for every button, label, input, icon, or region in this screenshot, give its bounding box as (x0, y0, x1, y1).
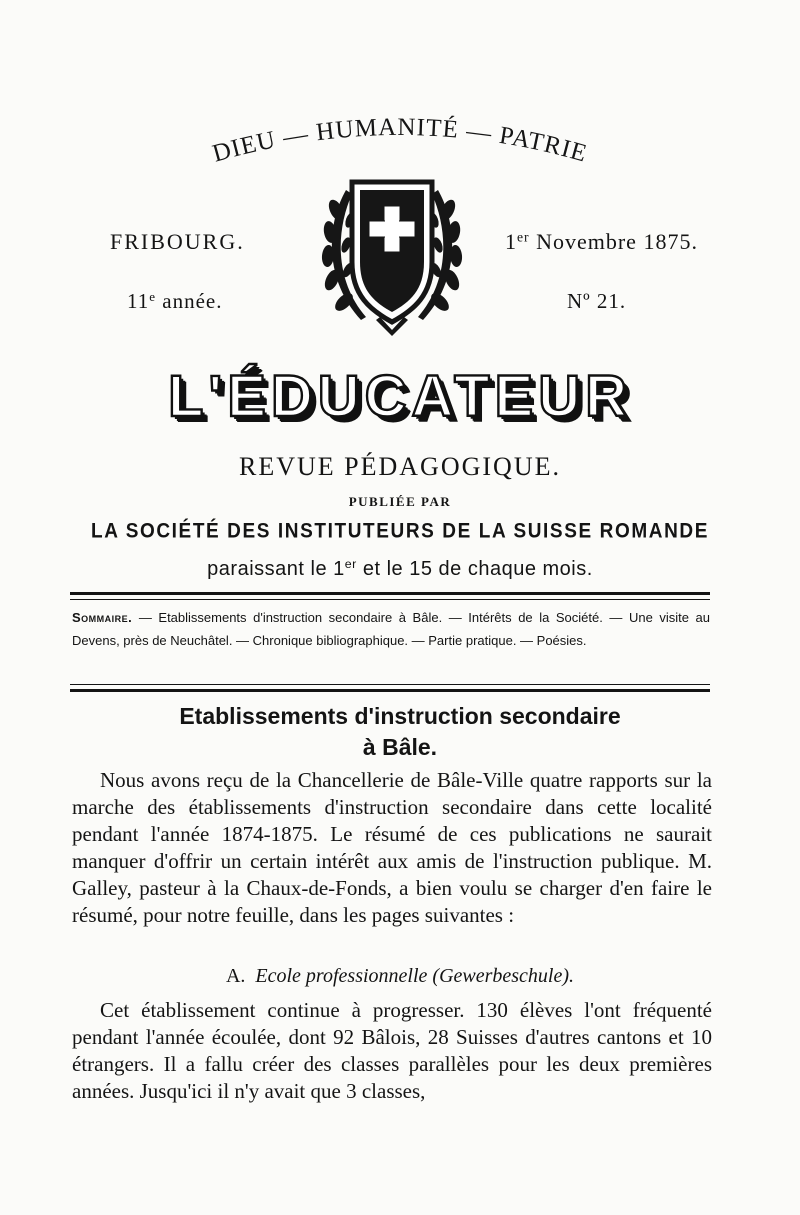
issue-number: Nº 21. (567, 289, 627, 313)
article-paragraph: Nous avons reçu de la Chancellerie de Bâle-Ville quatre rapports sur la marche des établissements d'instruction secondaire dans cette localité pendant l'année 1874-1875. Le résumé de ces publications ne saurait manquer d'offrir un certain intérêt aux amis de l'instruction publique. M. Galley, pasteur à la Chaux-de-Fonds, a bien voulu se charger d'en faire le résumé, pour notre feuille, dans les pages suivantes : (72, 768, 712, 927)
issue-date: 1er Novembre 1875. (505, 229, 698, 254)
divider (70, 599, 710, 600)
motto-word-2: HUMANITÉ (314, 113, 460, 147)
masthead-subtitle: REVUE PÉDAGOGIQUE. (239, 452, 561, 481)
motto-text: DIEU — HUMANITÉ — PATRIE (209, 113, 591, 168)
masthead-title: L'ÉDUCATEUR (167, 364, 633, 429)
summary-text: — Etablissements d'instruction secondaire à Bâle. — Intérêts de la Société. — Une visite au Devens, près de Neuchâtel. — Chronique bibliographique. — Partie pratique. — Poésies. (72, 610, 710, 648)
publication-frequency: paraissant le 1er et le 15 de chaque mois. (207, 557, 593, 580)
section-heading: A. Ecole professionnelle (Gewerbeschule). (225, 965, 575, 987)
divider (70, 689, 710, 692)
city: FRIBOURG. (110, 229, 245, 254)
summary-label: Sommaire. (72, 610, 133, 625)
published-by: PUBLIÉE PAR (348, 494, 452, 509)
svg-text:DIEU — HUMANITÉ (210, 114, 591, 168)
society-name: LA SOCIÉTÉ DES INSTITUTEURS DE LA SUISSE ROMANDE (91, 519, 709, 544)
article-paragraph: Cet établissement continue à progresser. 130 élèves l'ont fréquenté pendant l'année écoulée, dont 92 Bâlois, 28 Suisses d'autres cantons et 10 étrangers. Il a fallu créer des classes parallèles pour les deux premières années. Jusqu'ici il n'y avait que 3 classes, (72, 998, 712, 1103)
motto-word-1: DIEU (209, 126, 279, 168)
divider (70, 592, 710, 595)
divider (70, 684, 710, 685)
swiss-shield-emblem (306, 170, 478, 348)
motto-word-3: PATRIE (497, 121, 591, 168)
table-of-contents (72, 606, 710, 652)
volume-year: 11e année. (127, 288, 223, 313)
article-title: Etablissements d'instruction secondaire à Bâle. (179, 703, 621, 760)
